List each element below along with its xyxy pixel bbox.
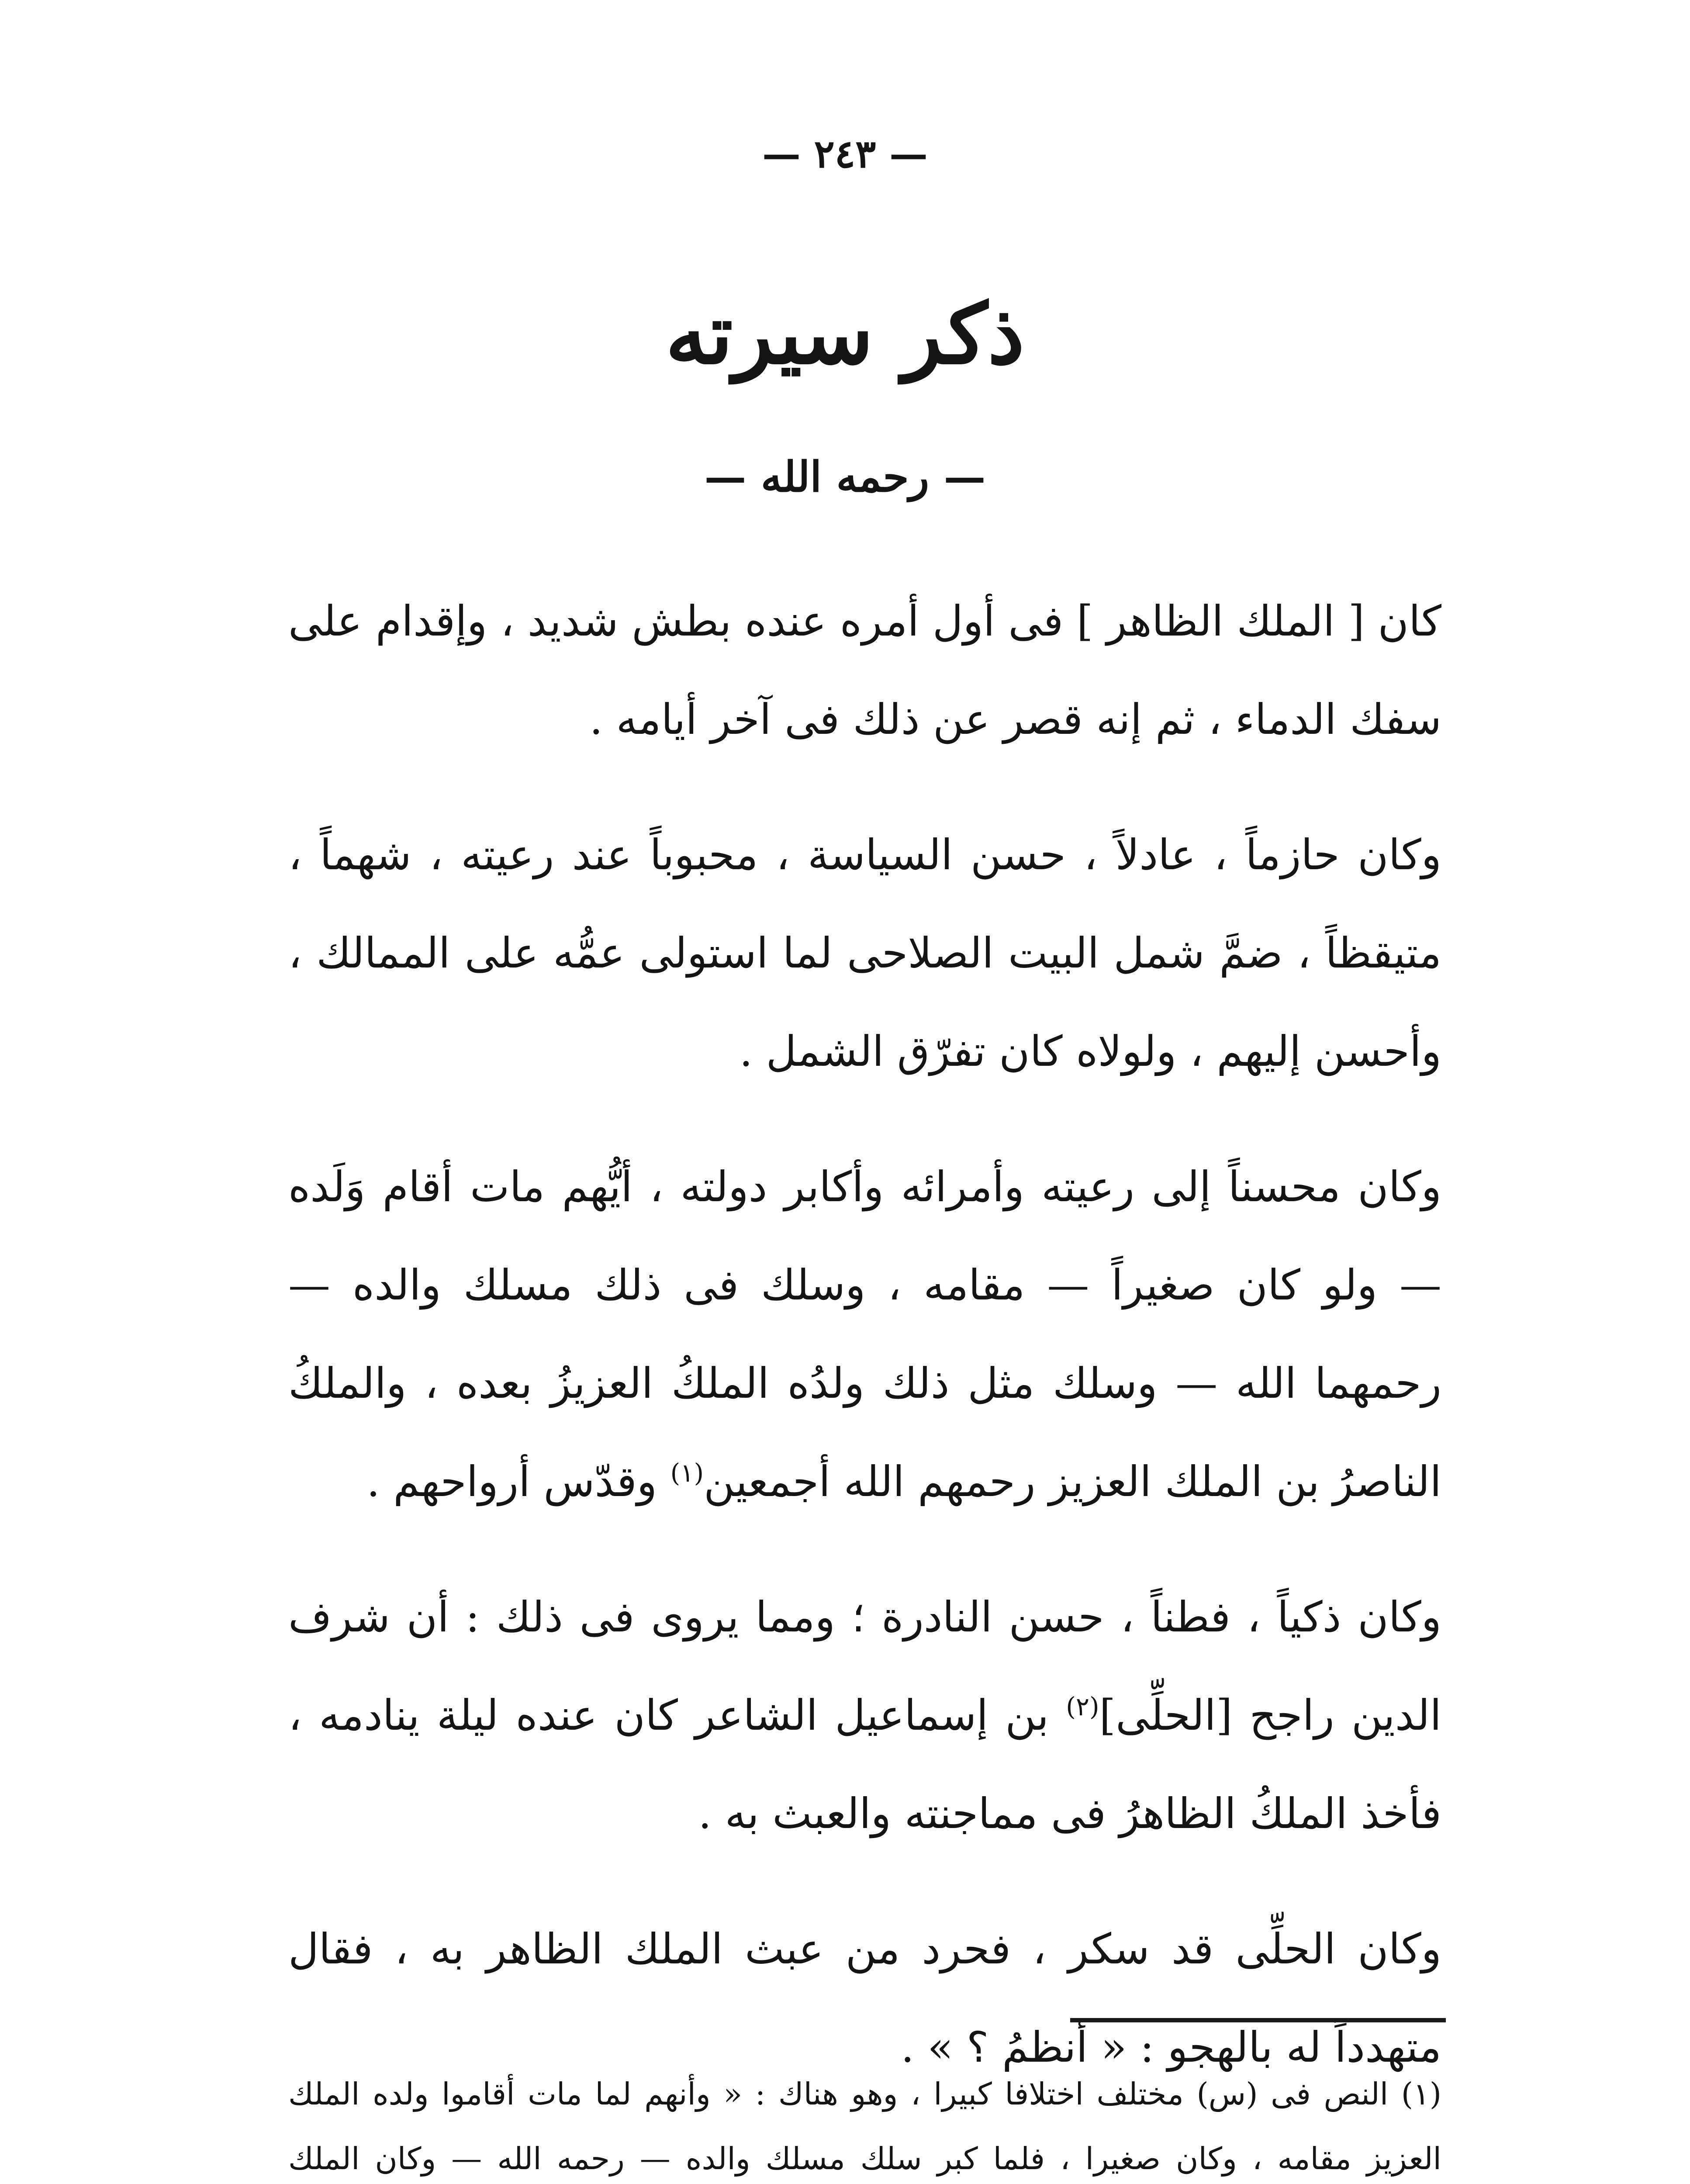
paragraph-text: وقدّس أرواحهم . [366, 1457, 670, 1506]
paragraph-text: وكان ذكياً ، فطناً ، حسن النادرة ؛ ومما يروى فى ذلك : أن شرف الدين راجح [الحلِّى] [288, 1593, 1442, 1740]
paragraph-text: كان [ الملك الظاهر ] فى أول أمره عنده بطش شديد ، وإقدام على سفك الدماء ، ثم إنه قصر عن ذلك فى آخر أيامه . [288, 597, 1441, 744]
paragraph [288, 572, 1441, 769]
footnote-reference: (٢) [1066, 1692, 1099, 1721]
footnote-reference: (١) [670, 1458, 704, 1488]
page-number: — ٢٤٣ — [762, 131, 928, 176]
chapter-subtitle: — رحمه الله — [704, 452, 986, 501]
paragraph-text: بن إسماعيل الشاعر كان عنده ليلة ينادمه ، فأخذ الملكُ الظاهرُ فى مماجنته والعبث به . [288, 1691, 1441, 1838]
footnote-divider [1070, 2018, 1446, 2022]
paragraph-text: وكان حازماً ، عادلاً ، حسن السياسة ، محبوباً عند رعيته ، شهماً ، متيقظاً ، ضمَّ شمل البيت الصلاحى لما استولى عمُّه على الممالك ، وأحسن إليهم ، ولولاه كان تفرّق الشمل . [288, 830, 1441, 1076]
paragraph [288, 806, 1441, 1101]
paragraph [288, 1568, 1441, 1863]
footnotes [288, 2062, 1441, 2184]
chapter-title: ذكر سيرته [665, 285, 1025, 383]
paragraph-text: وكان محسناً إلى رعيته وأمرائه وأكابر دولته ، أيُّهم مات أقام وَلَده — ولو كان صغيراً — مقامه ، وسلك فى ذلك مسلك والده — رحمهما الله — وسلك مثل ذلك ولدُه الملكُ العزيزُ بعده ، والملكُ الناصرُ بن الملك العزيز رحمهم الله أجمعين [288, 1162, 1441, 1506]
paragraph-text: وكان الحلِّى قد سكر ، فحرد من عبث الملك الظاهر به ، فقال متهدداً له بالهجو : « أنظمُ ؟ » . [288, 1925, 1441, 2072]
paragraph [288, 1138, 1441, 1531]
footnote: (١) النص فى (س) مختلف اختلافا كبيرا ، وهو هناك : « وأنهم لما مات أقاموا ولده الملك العزيز مقامه ، وكان صغيرا ، فلما كبر سلك مسلك والده — رحمه الله — وكان الملك [288, 2076, 1441, 2177]
body-text [288, 572, 1441, 2134]
